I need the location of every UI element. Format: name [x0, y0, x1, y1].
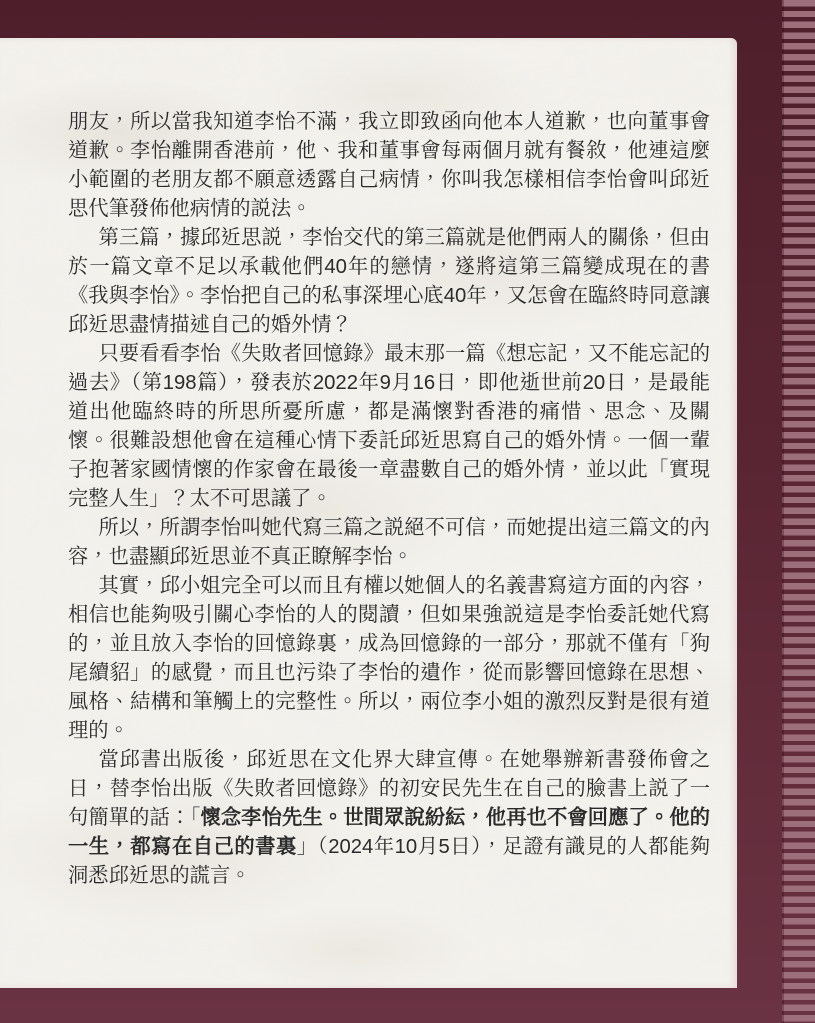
spine-ribbing	[782, 0, 815, 1023]
text-run: 」（2024年10月5日），足證有識見的人都能夠洞悉邱近思的謊言。	[68, 836, 710, 887]
text-run: 當邱書出版後，邱近思在文化界大肆宣傳。在她舉辦新書發佈會之日，替李怡出版《失敗者回憶錄》的初安民先生在自己的臉書上説了一句簡單的話：「	[68, 749, 710, 829]
text-run: 朋友，所以當我知道李怡不滿，我立即致函向他本人道歉，也向董事會道歉。李怡離開香港前，他、我和董事會每兩個月就有餐敘，他連這麼小範圍的老朋友都不願意透露自己病情，你叫我怎樣相信李怡會叫邱近思代筆發佈他病情的説法。	[68, 111, 710, 220]
paragraph-6	[68, 746, 710, 891]
document-page	[0, 38, 737, 988]
text-run: 所以，所謂李怡叫她代寫三篇之説絕不可信，而她提出這三篇文的內容，也盡顯邱近思並不真正瞭解李怡。	[68, 517, 710, 568]
paragraph-2	[68, 224, 710, 340]
text-run: 第三篇，據邱近思説，李怡交代的第三篇就是他們兩人的關係，但由於一篇文章不足以承載他們40年的戀情，遂將這第三篇變成現在的書《我與李怡》。李怡把自己的私事深埋心底40年，又怎會在臨終時同意讓邱近思盡情描述自己的婚外情？	[68, 227, 710, 336]
text-run: 只要看看李怡《失敗者回憶錄》最末那一篇《想忘記，又不能忘記的過去》（第198篇），發表於2022年9月16日，即他逝世前20日，是最能道出他臨終時的所思所憂所慮，都是滿懷對香港的痛惜、思念、及關懷。很難設想他會在這種心情下委託邱近思寫自己的婚外情。一個一輩子抱著家國情懷的作家會在最後一章盡數自己的婚外情，並以此「實現完整人生」？太不可思議了。	[68, 343, 710, 510]
paragraph-1	[68, 108, 710, 224]
text-run: 其實，邱小姐完全可以而且有權以她個人的名義書寫這方面的內容，相信也能夠吸引關心李怡的人的閱讀，但如果強説這是李怡委託她代寫的，並且放入李怡的回憶錄裏，成為回憶錄的一部分，那就不僅有「狗尾續貂」的感覺，而且也污染了李怡的遺作，從而影響回憶錄在思想、風格、結構和筆觸上的完整性。所以，兩位李小姐的激烈反對是很有道理的。	[68, 575, 710, 742]
bold-quote: 懷念李怡先生。世間眾說紛紜，他再也不會回應了。他的一生，都寫在自己的書裏	[68, 807, 710, 858]
page-text	[68, 108, 710, 891]
paragraph-5	[68, 572, 710, 746]
paragraph-3	[68, 340, 710, 514]
paragraph-4	[68, 514, 710, 572]
